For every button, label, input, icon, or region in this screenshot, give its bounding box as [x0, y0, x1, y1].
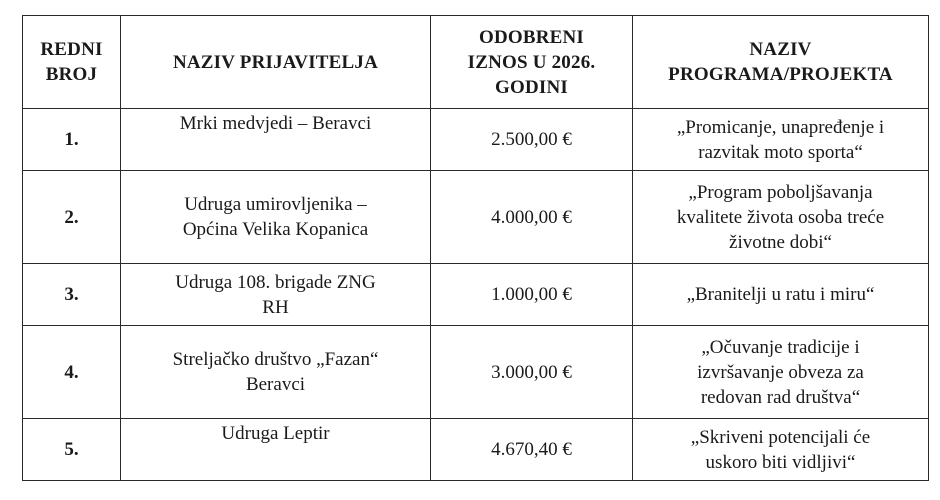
row-number: 2. — [23, 171, 121, 264]
row-applicant: Mrki medvjedi – Beravci — [121, 109, 431, 171]
row-applicant: Udruga Leptir — [121, 419, 431, 481]
table-row — [23, 171, 929, 264]
row-applicant: Udruga 108. brigade ZNG RH — [121, 264, 431, 326]
row-program: „Skriveni potencijali će uskoro biti vidljivi“ — [633, 419, 929, 481]
row-amount: 1.000,00 € — [431, 264, 633, 326]
row-program: „Branitelji u ratu i miru“ — [633, 264, 929, 326]
row-applicant: Udruga umirovljenika – Općina Velika Kopanica — [121, 171, 431, 264]
row-number: 1. — [23, 109, 121, 171]
row-program: „Promicanje, unapređenje i razvitak moto sporta“ — [633, 109, 929, 171]
header-approved-amount: ODOBRENI IZNOS U 2026. GODINI — [431, 16, 633, 109]
grants-table — [22, 15, 929, 481]
table-header-row — [23, 16, 929, 109]
table-row — [23, 419, 929, 481]
row-number: 3. — [23, 264, 121, 326]
table-row — [23, 109, 929, 171]
row-program: „Očuvanje tradicije i izvršavanje obveza za redovan rad društva“ — [633, 326, 929, 419]
row-amount: 4.670,40 € — [431, 419, 633, 481]
header-program-name: NAZIV PROGRAMA/PROJEKTA — [633, 16, 929, 109]
row-amount: 3.000,00 € — [431, 326, 633, 419]
row-number: 4. — [23, 326, 121, 419]
row-program: „Program poboljšavanja kvalitete života osoba treće životne dobi“ — [633, 171, 929, 264]
header-ordinal-number: REDNI BROJ — [23, 16, 121, 109]
row-amount: 4.000,00 € — [431, 171, 633, 264]
row-amount: 2.500,00 € — [431, 109, 633, 171]
row-number: 5. — [23, 419, 121, 481]
table-row — [23, 264, 929, 326]
header-applicant-name: NAZIV PRIJAVITELJA — [121, 16, 431, 109]
row-applicant: Streljačko društvo „Fazan“ Beravci — [121, 326, 431, 419]
table-row — [23, 326, 929, 419]
